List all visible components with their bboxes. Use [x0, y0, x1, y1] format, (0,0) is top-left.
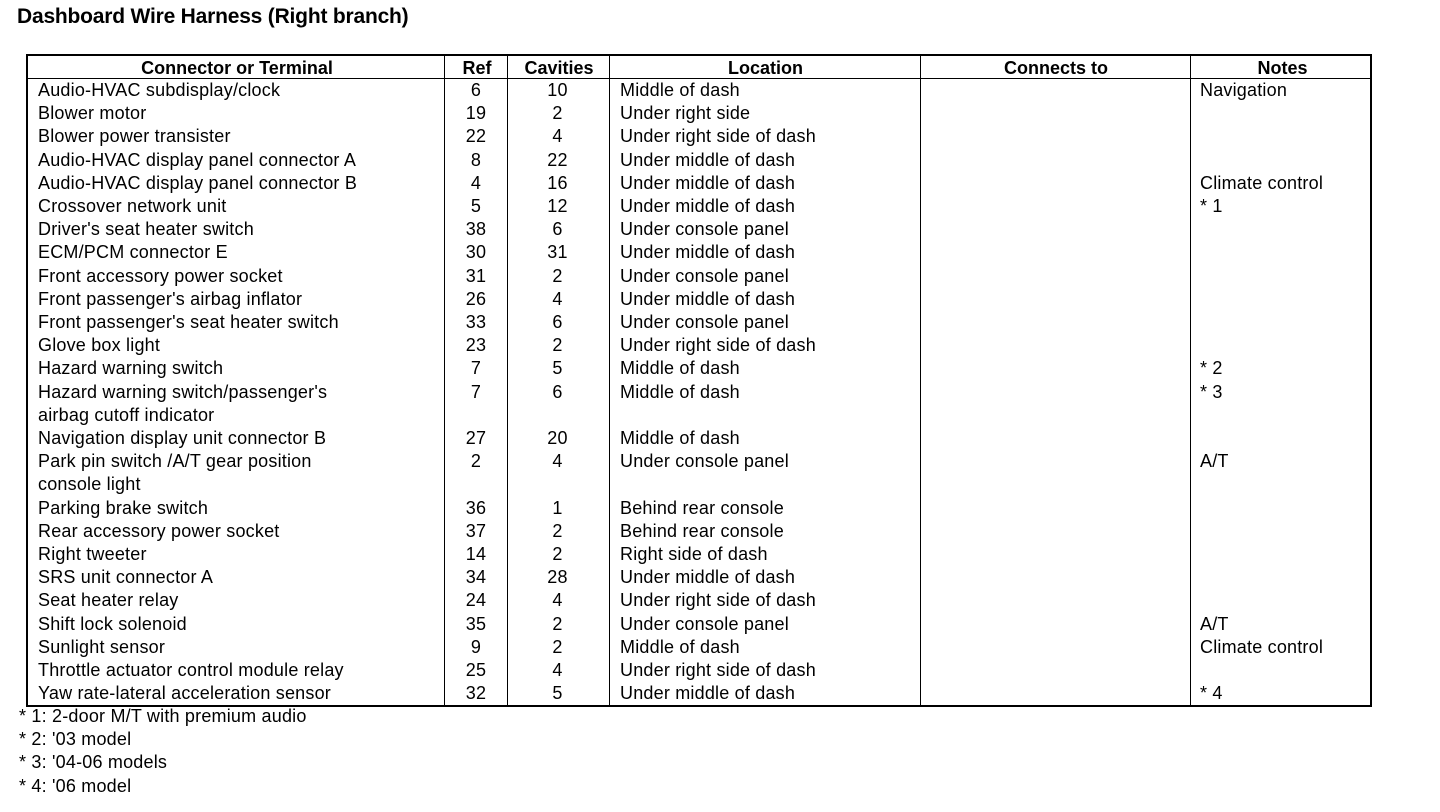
- column-header-cavities: Cavities: [524, 58, 594, 78]
- footnote: * 2: '03 model: [19, 729, 132, 750]
- notes-cell: A/T: [1200, 613, 1229, 634]
- connector-name-cell: Navigation display unit connector B: [38, 428, 327, 448]
- location-cell: Under middle of dash: [620, 242, 796, 263]
- notes-cell: A/T: [1200, 451, 1229, 472]
- ref-cell: 14: [465, 544, 487, 564]
- ref-cell: 23: [465, 335, 487, 356]
- notes-cell: Climate control: [1200, 636, 1324, 657]
- ref-cell: 31: [465, 265, 487, 286]
- ref-cell: 33: [465, 312, 487, 332]
- connector-name-cell: Glove box light: [38, 335, 161, 356]
- table-row: [28, 357, 1370, 380]
- wire-harness-table: [26, 54, 1372, 707]
- table-row: [28, 102, 1370, 125]
- cavities-cell: 2: [552, 544, 563, 564]
- table-row: [28, 334, 1370, 357]
- location-cell: Under middle of dash: [620, 196, 796, 216]
- ref-cell: 2: [470, 451, 482, 472]
- table-row: [28, 566, 1370, 589]
- connector-name-cell: Front passenger's seat heater switch: [38, 312, 339, 332]
- table-row: [28, 659, 1370, 682]
- location-cell: Under console panel: [620, 265, 789, 286]
- location-cell: Behind rear console: [620, 497, 784, 518]
- cavities-cell: 4: [552, 126, 563, 147]
- table-row: [28, 311, 1370, 334]
- cavities-cell: 6: [552, 219, 563, 240]
- ref-cell: 36: [465, 497, 487, 518]
- column-header-connector: Connector or Terminal: [141, 58, 333, 78]
- ref-cell: 38: [465, 219, 487, 240]
- cavities-cell: 20: [547, 428, 568, 448]
- location-cell: Under right side of dash: [620, 126, 816, 147]
- location-cell: Middle of dash: [620, 358, 740, 379]
- cavities-cell: 2: [552, 636, 563, 657]
- connector-name-cell: Yaw rate-lateral acceleration sensor: [38, 683, 332, 704]
- ref-cell: 4: [470, 172, 482, 193]
- cavities-cell: 4: [552, 590, 563, 611]
- table-row: [28, 195, 1370, 218]
- column-header-connects-to: Connects to: [1003, 58, 1108, 78]
- table-row: [28, 589, 1370, 612]
- location-cell: Middle of dash: [620, 381, 740, 402]
- table-row: [28, 427, 1370, 450]
- ref-cell: 9: [470, 636, 482, 657]
- connector-name-cell: Front accessory power socket: [38, 265, 283, 286]
- table-row: [28, 172, 1370, 195]
- ref-cell: 19: [465, 103, 487, 124]
- notes-cell: * 4: [1200, 683, 1223, 704]
- connector-name-cell: Sunlight sensor: [38, 636, 166, 657]
- location-cell: Under console panel: [620, 613, 789, 634]
- ref-cell: 7: [470, 381, 482, 402]
- ref-cell: 26: [465, 288, 487, 309]
- ref-cell: 8: [470, 149, 482, 170]
- ref-cell: 7: [470, 358, 482, 379]
- table-row: [28, 682, 1370, 705]
- notes-cell: Climate control: [1200, 172, 1324, 193]
- footnotes: [19, 705, 307, 798]
- footnote: * 1: 2-door M/T with premium audio: [19, 706, 307, 726]
- connector-name-cell: Throttle actuator control module relay: [38, 660, 344, 680]
- ref-cell: 6: [470, 80, 482, 100]
- location-cell: Under console panel: [620, 451, 789, 472]
- ref-cell: 30: [465, 242, 487, 263]
- location-cell: Under right side of dash: [620, 660, 816, 680]
- table-row: [28, 149, 1370, 172]
- cavities-cell: 2: [552, 520, 563, 541]
- connector-name-cell: Audio-HVAC display panel connector A: [38, 149, 357, 170]
- table-row: [28, 381, 1370, 427]
- location-cell: Under console panel: [620, 312, 789, 332]
- location-cell: Under right side of dash: [620, 335, 816, 356]
- connector-name-cell: Right tweeter: [38, 544, 147, 564]
- table-row: [28, 450, 1370, 496]
- table-row: [28, 636, 1370, 659]
- connector-name-cell: Hazard warning switch: [38, 358, 224, 379]
- cavities-cell: 2: [552, 335, 563, 356]
- ref-cell: 25: [465, 660, 487, 680]
- table-row: [28, 79, 1370, 102]
- ref-cell: 22: [465, 126, 487, 147]
- ref-cell: 27: [465, 428, 487, 448]
- column-header-location: Location: [728, 58, 803, 78]
- cavities-cell: 4: [552, 288, 563, 309]
- location-cell: Under middle of dash: [620, 172, 796, 193]
- ref-cell: 37: [465, 520, 487, 541]
- table-row: [28, 288, 1370, 311]
- location-cell: Behind rear console: [620, 520, 784, 541]
- table-row: [28, 543, 1370, 566]
- table-row: [28, 125, 1370, 148]
- connector-name-cell: Crossover network unit: [38, 196, 227, 216]
- connector-name-cell: Parking brake switch: [38, 497, 209, 518]
- cavities-cell: 10: [547, 80, 568, 100]
- connector-name-cell: Seat heater relay: [38, 590, 179, 611]
- table-row: [28, 497, 1370, 520]
- connector-name-cell: Blower motor: [38, 103, 147, 124]
- notes-cell: * 3: [1200, 381, 1223, 402]
- notes-cell: Navigation: [1200, 80, 1288, 100]
- cavities-cell: 5: [552, 358, 563, 379]
- table-row: [28, 218, 1370, 241]
- cavities-cell: 22: [547, 149, 568, 170]
- cavities-cell: 6: [552, 312, 563, 332]
- cavities-cell: 4: [552, 451, 563, 472]
- location-cell: Under middle of dash: [620, 288, 796, 309]
- connector-name-cell: Blower power transister: [38, 126, 231, 147]
- table-row: [28, 265, 1370, 288]
- connector-name-cell: Rear accessory power socket: [38, 520, 280, 541]
- cavities-cell: 31: [547, 242, 568, 263]
- connector-name-cell: SRS unit connector A: [38, 567, 214, 588]
- ref-cell: 35: [465, 613, 487, 634]
- cavities-cell: 2: [552, 103, 563, 124]
- cavities-cell: 28: [547, 567, 568, 588]
- cavities-cell: 12: [547, 196, 568, 216]
- location-cell: Right side of dash: [620, 544, 768, 564]
- notes-cell: * 2: [1200, 358, 1223, 379]
- ref-cell: 24: [465, 590, 487, 611]
- column-header-ref: Ref: [462, 58, 492, 78]
- cavities-cell: 5: [552, 683, 563, 704]
- cavities-cell: 1: [552, 497, 563, 518]
- cavities-cell: 6: [552, 381, 563, 402]
- cavities-cell: 2: [552, 265, 563, 286]
- connector-name-cell: Shift lock solenoid: [38, 613, 187, 634]
- connector-name-cell: Audio-HVAC subdisplay/clock: [38, 80, 281, 100]
- table-header: [28, 56, 1370, 79]
- page-title: Dashboard Wire Harness (Right branch): [17, 5, 409, 28]
- location-cell: Under right side of dash: [620, 590, 816, 611]
- notes-cell: * 1: [1200, 196, 1223, 216]
- location-cell: Under middle of dash: [620, 149, 796, 170]
- location-cell: Under right side: [620, 103, 751, 124]
- ref-cell: 32: [465, 683, 487, 704]
- column-header-notes: Notes: [1257, 58, 1308, 78]
- location-cell: Middle of dash: [620, 636, 740, 657]
- location-cell: Under middle of dash: [620, 567, 796, 588]
- ref-cell: 34: [465, 567, 487, 588]
- footnote: * 4: '06 model: [19, 775, 132, 796]
- table-row: [28, 241, 1370, 264]
- connector-name-cell: ECM/PCM connector E: [38, 242, 228, 263]
- connector-name-cell: Park pin switch /A/T gear position console light: [38, 451, 312, 495]
- cavities-cell: 2: [552, 613, 563, 634]
- location-cell: Under console panel: [620, 219, 789, 240]
- cavities-cell: 16: [547, 172, 568, 193]
- table-row: [28, 520, 1370, 543]
- footnote: * 3: '04-06 models: [19, 752, 168, 773]
- connector-name-cell: Hazard warning switch/passenger's airbag cutoff indicator: [38, 381, 328, 425]
- table-row: [28, 613, 1370, 636]
- location-cell: Under middle of dash: [620, 683, 796, 704]
- location-cell: Middle of dash: [620, 80, 740, 100]
- cavities-cell: 4: [552, 660, 563, 680]
- connector-name-cell: Audio-HVAC display panel connector B: [38, 172, 358, 193]
- ref-cell: 5: [470, 196, 482, 216]
- connector-name-cell: Driver's seat heater switch: [38, 219, 254, 240]
- connector-name-cell: Front passenger's airbag inflator: [38, 288, 303, 309]
- location-cell: Middle of dash: [620, 428, 740, 448]
